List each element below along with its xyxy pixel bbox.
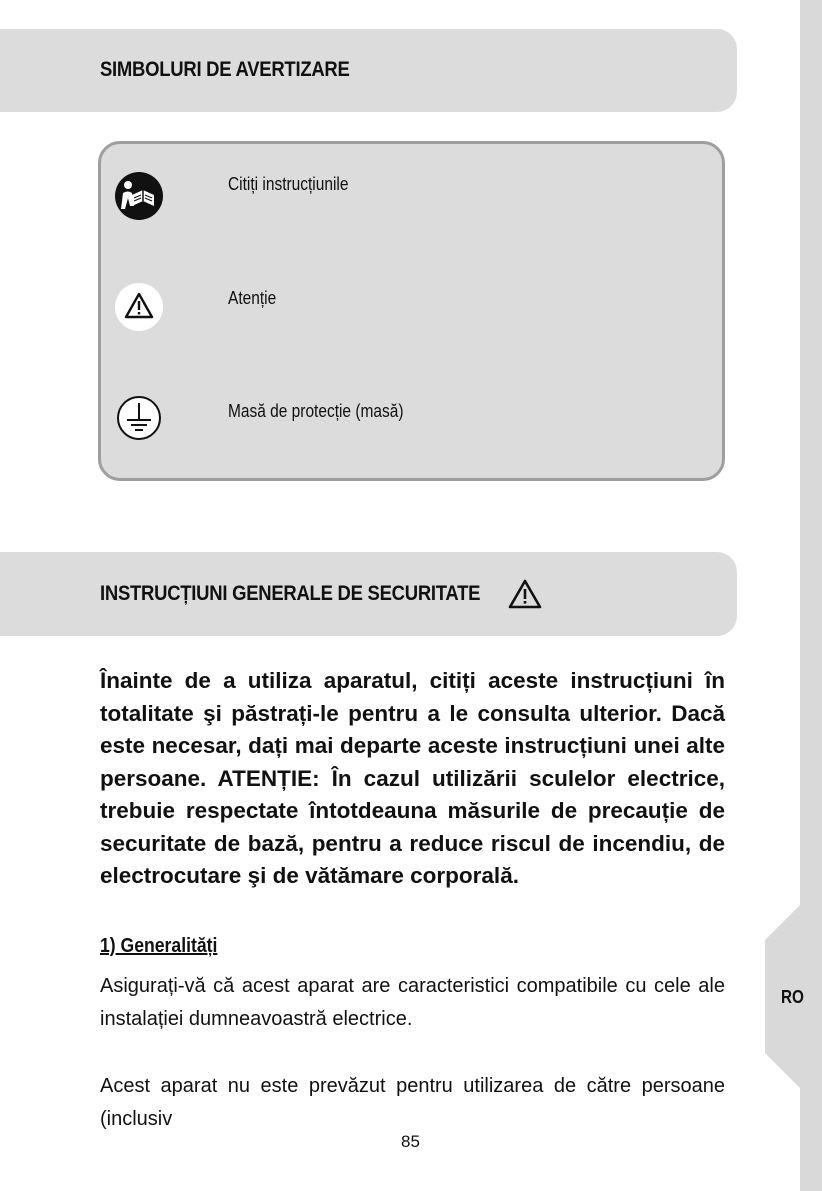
intro-warning-text: Înainte de a utiliza aparatul, citiți aceste instrucțiuni în totalitate şi păstrați-le pentru a le consulta ulterior. Dacă este necesar, dați mai departe aceste instrucțiuni unei alte persoane. ATENȚIE: În cazul utilizării sculelor electrice, trebuie respectate întotdeauna măsurile de precauție de securitate de bază, pentru a reduce riscul de incendiu, de electrocutare şi de vătămare corporală. — [100, 668, 725, 888]
section-banner-symbols — [0, 29, 737, 112]
warning-triangle-icon — [508, 578, 542, 610]
symbol-label-protective-earth: Masă de protecție (masă) — [228, 401, 404, 421]
paragraph-general-1: Asigurați-vă că acest aparat are caracteristici compatibile cu cele ale instalației dumneavoastră electrice. — [100, 975, 725, 1030]
section-banner-safety — [0, 552, 737, 636]
subsection-heading: 1) Generalități — [100, 935, 218, 957]
page-number: 85 — [401, 1132, 420, 1151]
symbol-label-warning: Atenție — [228, 288, 277, 308]
section-title: SIMBOLURI DE AVERTIZARE — [100, 58, 350, 81]
section-title-safety — [100, 582, 480, 606]
symbol-label-read-instructions: Citiți instrucțiunile — [228, 174, 349, 194]
warning-triangle-icon — [114, 282, 164, 332]
paragraph-general-2: Acest aparat nu este prevăzut pentru utilizarea de către persoane (inclusiv — [100, 1075, 725, 1130]
protective-earth-icon — [114, 393, 164, 443]
symbol-box — [98, 141, 725, 481]
section-title-text: INSTRUCȚIUNI GENERALE DE SECURITATE — [100, 582, 481, 605]
read-instructions-icon — [114, 171, 164, 221]
language-label: RO — [781, 987, 804, 1007]
